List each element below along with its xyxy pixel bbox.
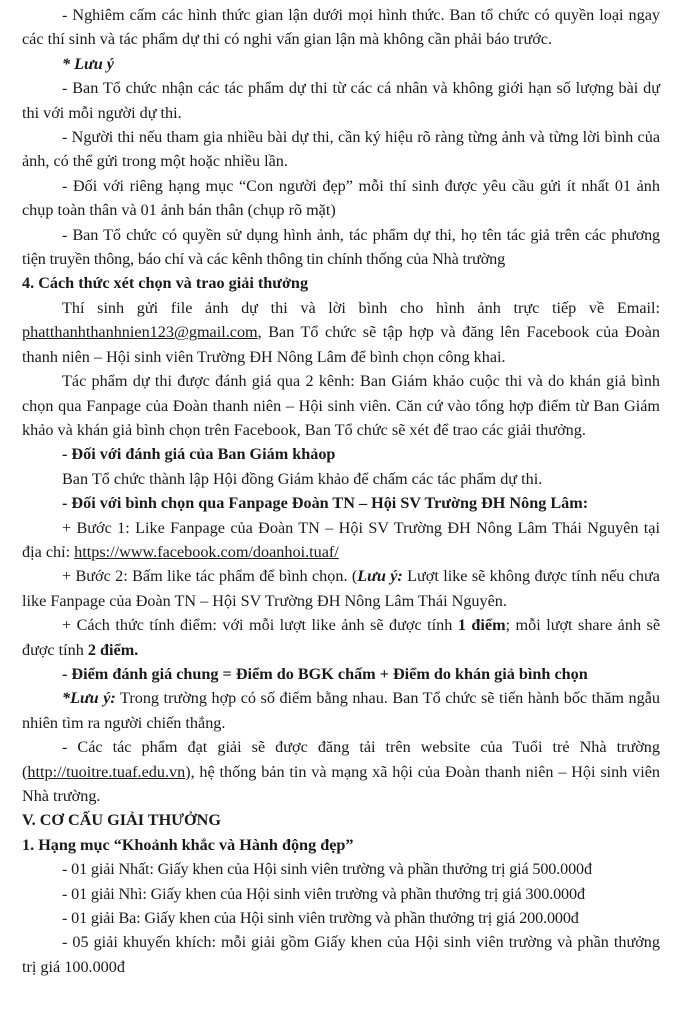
note-item-2: - Người thi nếu tham gia nhiều bài dự thi, cần ký hiệu rõ ràng từng ảnh và từng lời bình của ảnh, có thể gửi trong một hoặc nhiều lần. [22, 128, 660, 171]
vote-heading: - Đối với bình chọn qua Fanpage Đoàn TN – Hội SV Trường ĐH Nông Lâm: [62, 494, 589, 513]
prize-third: - 01 giải Ba: Giấy khen của Hội sinh viên trường và phần thưởng trị giá 200.000đ [62, 909, 579, 928]
judge-heading: - Đối với đánh giá của Ban Giám khảop [62, 445, 336, 464]
email-link[interactable]: phatthanhthanhnien123@gmail.com [22, 323, 258, 342]
submission-text-b: , Ban Tổ chức sẽ tập hợp và đăng lên Facebook của Đoàn thanh niên – Hội sinh viên Trường ĐH Nông Lâm để bình chọn công khai. [22, 323, 660, 366]
fanpage-link[interactable]: https://www.facebook.com/doanhoi.tuaf/ [74, 542, 339, 561]
note-item-4: - Ban Tổ chức có quyền sử dụng hình ảnh, tác phẩm dự thi, họ tên tác giả trên các phương tiện truyền thông, báo chí và các kênh thông tin chính thống của Nhà trường [22, 225, 660, 269]
judge-body: Ban Tổ chức thành lập Hội đồng Giám khảo để chấm các tác phẩm dự thi. [62, 469, 543, 488]
step-2-note-label: Lưu ý: [357, 567, 403, 586]
like-points: 1 điểm [457, 616, 506, 635]
prize-first: - 01 giải Nhất: Giấy khen của Hội sinh viên trường và phần thưởng trị giá 500.000đ [62, 860, 592, 879]
publication-paragraph [22, 735, 660, 808]
note-item-1: - Ban Tổ chức nhận các tác phẩm dự thi từ các cá nhân và không giới hạn số lượng bài dự thi với mỗi người dự thi. [22, 79, 660, 122]
tie-note [22, 686, 660, 735]
note-label: * Lưu ý [62, 54, 114, 73]
section-4-heading: 4. Cách thức xét chọn và trao giải thưởng [22, 274, 309, 293]
step-1 [22, 516, 660, 565]
overall-score-formula: - Điểm đánh giá chung = Điểm do BGK chấm + Điểm do khán giả bình chọn [62, 664, 588, 683]
share-points: 2 điểm. [87, 640, 139, 659]
submission-text-a: Thí sinh gửi file ảnh dự thi và lời bình cho hình ảnh trực tiếp về Email: [62, 298, 660, 317]
prize-consolation: - 05 giải khuyến khích: mỗi giải gồm Giấy khen của Hội sinh viên trường và phần thưởng trị giá 100.000đ [22, 933, 660, 976]
step-2-text-b: Lượt like sẽ không được tính nếu chưa like Fanpage của Đoàn TN – Hội SV Trường ĐH Nông Lâm Thái Nguyên. [22, 567, 660, 610]
website-link[interactable]: http://tuoitre.tuaf.edu.vn [27, 762, 186, 781]
section-5-heading: V. CƠ CẤU GIẢI THƯỞNG [22, 811, 221, 830]
step-1-text: + Bước 1: Like Fanpage của Đoàn TN – Hội SV Trường ĐH Nông Lâm Thái Nguyên tại địa chỉ: [22, 518, 660, 561]
scoring-text-c: ; mỗi lượt share ảnh sẽ được tính [22, 616, 660, 659]
publication-text-a: - Các tác phẩm đạt giải sẽ được đăng tải trên website của Tuổi trẻ Nhà trường ( [22, 738, 660, 781]
evaluation-paragraph: Tác phẩm dự thi được đánh giá qua 2 kênh: Ban Giám khảo cuộc thi và do khán giả bình chọn qua Fanpage của Đoàn thanh niên – Hội sinh viên. Căn cứ vào tổng hợp điểm từ Ban Giám khảo và khán giả bình chọn trên Facebook, Ban Tổ chức sẽ xét để trao các giải thưởng. [22, 372, 660, 439]
rule-paragraph: - Nghiêm cấm các hình thức gian lận dưới mọi hình thức. Ban tổ chức có quyền loại ngay các thí sinh và tác phẩm dự thi có nghi vấn gian lận mà không cần phải báo trước. [22, 6, 660, 49]
scoring-text-a: + Cách thức tính điểm: với mỗi lượt like ảnh sẽ được tính [62, 616, 458, 635]
category-1-heading: 1. Hạng mục “Khoảnh khắc và Hành động đẹp” [22, 835, 354, 854]
document-page [22, 3, 660, 979]
step-2-text-a: + Bước 2: Bấm like tác phẩm để bình chọn. ( [62, 567, 358, 586]
note-item-3: - Đối với riêng hạng mục “Con người đẹp” mỗi thí sinh được yêu cầu gửi ít nhất 01 ảnh chụp toàn thân và 01 ảnh bán thân (chụp rõ mặt) [22, 176, 660, 220]
submission-paragraph [22, 296, 660, 369]
step-2 [22, 564, 660, 613]
tie-note-body: Trong trường hợp có số điểm bằng nhau. Ban Tổ chức sẽ tiến hành bốc thăm ngẫu nhiên tìm ra người chiến thắng. [22, 689, 660, 732]
prize-second: - 01 giải Nhì: Giấy khen của Hội sinh viên trường và phần thưởng trị giá 300.000đ [62, 884, 585, 903]
scoring-rule [22, 613, 660, 662]
tie-note-label: *Lưu ý: [62, 689, 116, 708]
publication-text-b: ), hệ thống bản tin và mạng xã hội của Đoàn thanh niên – Hội sinh viên Nhà trường. [22, 762, 660, 805]
